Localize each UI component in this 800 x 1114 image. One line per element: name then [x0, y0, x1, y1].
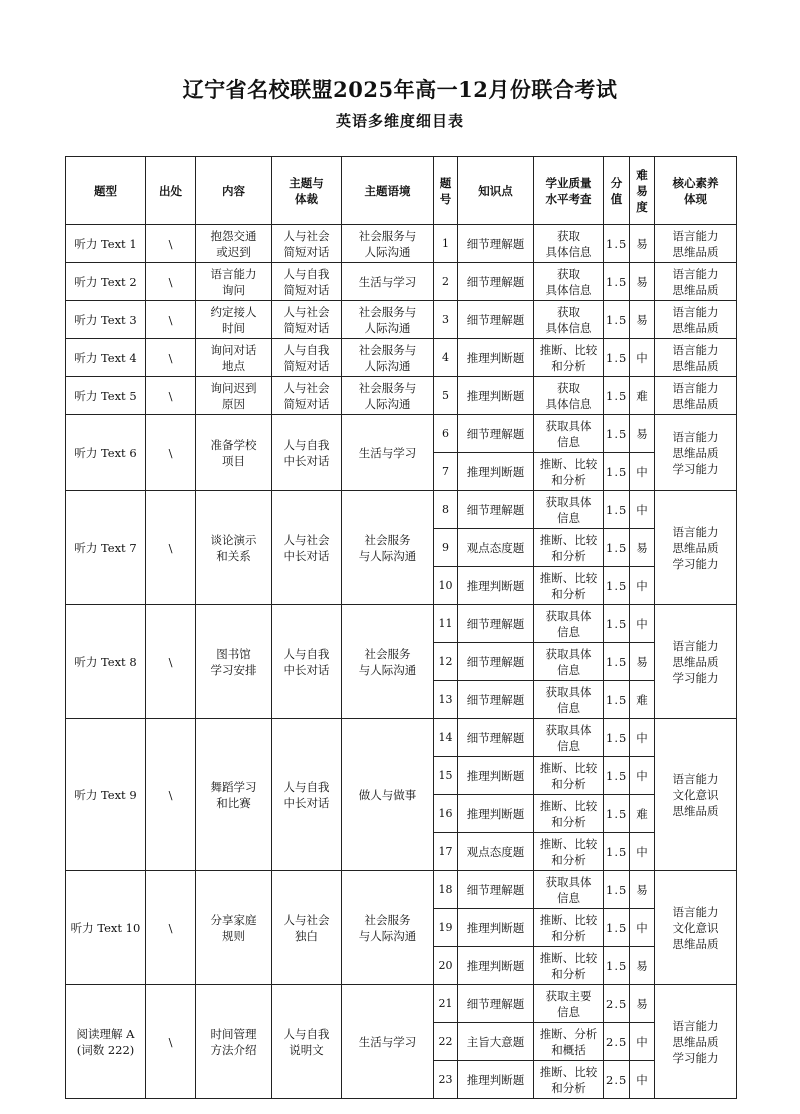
cell-level: 推断、比较 和分析	[534, 1061, 604, 1099]
cell-content: 舞蹈学习 和比赛	[196, 719, 272, 871]
cell-number: 16	[434, 795, 458, 833]
cell-knowledge: 推理判断题	[458, 567, 534, 605]
cell-level: 获取 具体信息	[534, 301, 604, 339]
cell-content: 语言能力 询问	[196, 263, 272, 301]
cell-source: \	[146, 491, 196, 605]
cell-score: 1.5	[604, 339, 630, 377]
cell-type: 听力 Text 8	[66, 605, 146, 719]
cell-number: 6	[434, 415, 458, 453]
table-row	[66, 225, 737, 263]
cell-source: \	[146, 719, 196, 871]
cell-number: 1	[434, 225, 458, 263]
header-row	[66, 157, 737, 225]
cell-content: 分享家庭 规则	[196, 871, 272, 985]
cell-level: 获取 具体信息	[534, 225, 604, 263]
cell-score: 2.5	[604, 1023, 630, 1061]
cell-type: 听力 Text 7	[66, 491, 146, 605]
header-col-source: 出处	[146, 157, 196, 225]
cell-number: 11	[434, 605, 458, 643]
cell-type: 阅读理解 A (词数 222)	[66, 985, 146, 1099]
cell-level: 推断、比较 和分析	[534, 947, 604, 985]
cell-difficulty: 难	[630, 681, 655, 719]
cell-level: 获取具体 信息	[534, 643, 604, 681]
cell-level: 获取主要 信息	[534, 985, 604, 1023]
cell-content: 时间管理 方法介绍	[196, 985, 272, 1099]
cell-type: 听力 Text 5	[66, 377, 146, 415]
cell-source: \	[146, 377, 196, 415]
cell-score: 1.5	[604, 263, 630, 301]
cell-level: 获取 具体信息	[534, 263, 604, 301]
cell-difficulty: 难	[630, 795, 655, 833]
cell-genre: 人与自我 简短对话	[272, 339, 342, 377]
spec-table	[65, 156, 737, 1099]
cell-context: 生活与学习	[342, 415, 434, 491]
cell-literacy: 语言能力 思维品质 学习能力	[655, 491, 737, 605]
cell-difficulty: 中	[630, 833, 655, 871]
header-col-context: 主题语境	[342, 157, 434, 225]
cell-score: 1.5	[604, 947, 630, 985]
cell-knowledge: 细节理解题	[458, 415, 534, 453]
cell-type: 听力 Text 6	[66, 415, 146, 491]
cell-source: \	[146, 871, 196, 985]
cell-number: 20	[434, 947, 458, 985]
cell-number: 12	[434, 643, 458, 681]
cell-literacy: 语言能力 文化意识 思维品质	[655, 871, 737, 985]
cell-difficulty: 易	[630, 643, 655, 681]
cell-knowledge: 细节理解题	[458, 263, 534, 301]
cell-score: 1.5	[604, 757, 630, 795]
cell-number: 22	[434, 1023, 458, 1061]
cell-type: 听力 Text 10	[66, 871, 146, 985]
cell-knowledge: 推理判断题	[458, 1061, 534, 1099]
cell-genre: 人与社会 独白	[272, 871, 342, 985]
cell-knowledge: 主旨大意题	[458, 1023, 534, 1061]
cell-literacy: 语言能力 思维品质	[655, 225, 737, 263]
cell-number: 23	[434, 1061, 458, 1099]
cell-literacy: 语言能力 思维品质	[655, 301, 737, 339]
cell-content: 图书馆 学习安排	[196, 605, 272, 719]
cell-source: \	[146, 263, 196, 301]
cell-content: 约定接人 时间	[196, 301, 272, 339]
cell-knowledge: 观点态度题	[458, 833, 534, 871]
cell-knowledge: 推理判断题	[458, 757, 534, 795]
cell-number: 10	[434, 567, 458, 605]
cell-difficulty: 易	[630, 947, 655, 985]
cell-literacy: 语言能力 思维品质	[655, 263, 737, 301]
cell-number: 2	[434, 263, 458, 301]
table-row	[66, 415, 737, 453]
cell-score: 1.5	[604, 643, 630, 681]
cell-genre: 人与社会 中长对话	[272, 491, 342, 605]
cell-knowledge: 推理判断题	[458, 453, 534, 491]
cell-knowledge: 推理判断题	[458, 795, 534, 833]
table-row	[66, 719, 737, 757]
cell-number: 7	[434, 453, 458, 491]
cell-genre: 人与自我 说明文	[272, 985, 342, 1099]
cell-knowledge: 细节理解题	[458, 719, 534, 757]
table-row	[66, 605, 737, 643]
cell-context: 做人与做事	[342, 719, 434, 871]
table-row	[66, 263, 737, 301]
cell-type: 听力 Text 4	[66, 339, 146, 377]
cell-difficulty: 中	[630, 567, 655, 605]
header-col-level: 学业质量 水平考查	[534, 157, 604, 225]
table-row	[66, 377, 737, 415]
cell-type: 听力 Text 1	[66, 225, 146, 263]
cell-source: \	[146, 985, 196, 1099]
cell-knowledge: 细节理解题	[458, 643, 534, 681]
cell-difficulty: 易	[630, 225, 655, 263]
cell-knowledge: 推理判断题	[458, 947, 534, 985]
cell-level: 推断、分析 和概括	[534, 1023, 604, 1061]
cell-knowledge: 细节理解题	[458, 605, 534, 643]
header-col-number: 题 号	[434, 157, 458, 225]
cell-literacy: 语言能力 思维品质 学习能力	[655, 605, 737, 719]
header-col-genre: 主题与 体裁	[272, 157, 342, 225]
page-title: 辽宁省名校联盟2025年高一12月份联合考试	[182, 77, 618, 102]
cell-score: 1.5	[604, 567, 630, 605]
cell-literacy: 语言能力 文化意识 思维品质	[655, 719, 737, 871]
cell-level: 推断、比较 和分析	[534, 529, 604, 567]
header-col-score: 分 值	[604, 157, 630, 225]
cell-genre: 人与社会 简短对话	[272, 377, 342, 415]
table-row	[66, 871, 737, 909]
cell-level: 推断、比较 和分析	[534, 567, 604, 605]
cell-number: 8	[434, 491, 458, 529]
cell-difficulty: 中	[630, 719, 655, 757]
cell-level: 推断、比较 和分析	[534, 339, 604, 377]
cell-number: 4	[434, 339, 458, 377]
cell-number: 13	[434, 681, 458, 719]
cell-difficulty: 易	[630, 301, 655, 339]
cell-level: 推断、比较 和分析	[534, 909, 604, 947]
cell-number: 5	[434, 377, 458, 415]
cell-level: 推断、比较 和分析	[534, 757, 604, 795]
cell-level: 推断、比较 和分析	[534, 453, 604, 491]
cell-difficulty: 中	[630, 453, 655, 491]
cell-score: 1.5	[604, 795, 630, 833]
cell-source: \	[146, 415, 196, 491]
cell-score: 1.5	[604, 491, 630, 529]
cell-knowledge: 细节理解题	[458, 491, 534, 529]
cell-number: 3	[434, 301, 458, 339]
cell-score: 1.5	[604, 909, 630, 947]
cell-score: 1.5	[604, 415, 630, 453]
header-col-knowledge: 知识点	[458, 157, 534, 225]
cell-genre: 人与自我 简短对话	[272, 263, 342, 301]
cell-context: 社会服务与 人际沟通	[342, 339, 434, 377]
cell-difficulty: 易	[630, 871, 655, 909]
cell-difficulty: 易	[630, 415, 655, 453]
cell-content: 谈论演示 和关系	[196, 491, 272, 605]
cell-literacy: 语言能力 思维品质 学习能力	[655, 415, 737, 491]
cell-score: 1.5	[604, 301, 630, 339]
cell-difficulty: 中	[630, 757, 655, 795]
cell-number: 15	[434, 757, 458, 795]
cell-number: 9	[434, 529, 458, 567]
cell-level: 推断、比较 和分析	[534, 833, 604, 871]
header-col-literacy: 核心素养 体现	[655, 157, 737, 225]
table-row	[66, 985, 737, 1023]
cell-level: 获取具体 信息	[534, 491, 604, 529]
cell-score: 1.5	[604, 377, 630, 415]
header-col-content: 内容	[196, 157, 272, 225]
cell-score: 1.5	[604, 225, 630, 263]
cell-score: 2.5	[604, 1061, 630, 1099]
cell-difficulty: 中	[630, 339, 655, 377]
cell-genre: 人与社会 简短对话	[272, 301, 342, 339]
cell-genre: 人与自我 中长对话	[272, 719, 342, 871]
cell-difficulty: 中	[630, 605, 655, 643]
cell-type: 听力 Text 9	[66, 719, 146, 871]
cell-genre: 人与社会 简短对话	[272, 225, 342, 263]
cell-type: 听力 Text 2	[66, 263, 146, 301]
cell-difficulty: 易	[630, 263, 655, 301]
table-row	[66, 491, 737, 529]
cell-level: 推断、比较 和分析	[534, 795, 604, 833]
cell-knowledge: 细节理解题	[458, 871, 534, 909]
cell-type: 听力 Text 3	[66, 301, 146, 339]
cell-source: \	[146, 605, 196, 719]
cell-difficulty: 中	[630, 1061, 655, 1099]
header-col-difficulty: 难 易 度	[630, 157, 655, 225]
cell-score: 1.5	[604, 719, 630, 757]
cell-context: 生活与学习	[342, 263, 434, 301]
cell-content: 抱怨交通 或迟到	[196, 225, 272, 263]
cell-context: 社会服务 与人际沟通	[342, 491, 434, 605]
cell-number: 19	[434, 909, 458, 947]
cell-difficulty: 易	[630, 529, 655, 567]
cell-score: 1.5	[604, 681, 630, 719]
cell-literacy: 语言能力 思维品质	[655, 339, 737, 377]
cell-genre: 人与自我 中长对话	[272, 605, 342, 719]
cell-content: 准备学校 项目	[196, 415, 272, 491]
cell-level: 获取具体 信息	[534, 871, 604, 909]
cell-difficulty: 易	[630, 985, 655, 1023]
cell-context: 生活与学习	[342, 985, 434, 1099]
cell-number: 21	[434, 985, 458, 1023]
cell-knowledge: 细节理解题	[458, 985, 534, 1023]
cell-literacy: 语言能力 思维品质 学习能力	[655, 985, 737, 1099]
cell-difficulty: 中	[630, 909, 655, 947]
cell-context: 社会服务与 人际沟通	[342, 225, 434, 263]
cell-context: 社会服务 与人际沟通	[342, 871, 434, 985]
cell-level: 获取具体 信息	[534, 415, 604, 453]
cell-number: 17	[434, 833, 458, 871]
table-body	[66, 225, 737, 1099]
cell-content: 询问对话 地点	[196, 339, 272, 377]
cell-knowledge: 推理判断题	[458, 377, 534, 415]
cell-difficulty: 难	[630, 377, 655, 415]
cell-knowledge: 细节理解题	[458, 681, 534, 719]
cell-context: 社会服务与 人际沟通	[342, 377, 434, 415]
cell-context: 社会服务与 人际沟通	[342, 301, 434, 339]
cell-level: 获取具体 信息	[534, 605, 604, 643]
cell-score: 1.5	[604, 871, 630, 909]
cell-difficulty: 中	[630, 491, 655, 529]
cell-number: 14	[434, 719, 458, 757]
cell-context: 社会服务 与人际沟通	[342, 605, 434, 719]
cell-level: 获取 具体信息	[534, 377, 604, 415]
cell-genre: 人与自我 中长对话	[272, 415, 342, 491]
table-row	[66, 301, 737, 339]
cell-score: 1.5	[604, 605, 630, 643]
cell-source: \	[146, 339, 196, 377]
cell-knowledge: 推理判断题	[458, 909, 534, 947]
header-col-type: 题型	[66, 157, 146, 225]
table-row	[66, 339, 737, 377]
cell-knowledge: 观点态度题	[458, 529, 534, 567]
cell-score: 2.5	[604, 985, 630, 1023]
page-subtitle: 英语多维度细目表	[335, 112, 464, 130]
cell-knowledge: 推理判断题	[458, 339, 534, 377]
cell-knowledge: 细节理解题	[458, 301, 534, 339]
cell-knowledge: 细节理解题	[458, 225, 534, 263]
cell-content: 询问迟到 原因	[196, 377, 272, 415]
cell-number: 18	[434, 871, 458, 909]
cell-source: \	[146, 301, 196, 339]
cell-score: 1.5	[604, 529, 630, 567]
cell-source: \	[146, 225, 196, 263]
cell-score: 1.5	[604, 833, 630, 871]
cell-score: 1.5	[604, 453, 630, 491]
cell-literacy: 语言能力 思维品质	[655, 377, 737, 415]
cell-level: 获取具体 信息	[534, 681, 604, 719]
cell-level: 获取具体 信息	[534, 719, 604, 757]
cell-difficulty: 中	[630, 1023, 655, 1061]
